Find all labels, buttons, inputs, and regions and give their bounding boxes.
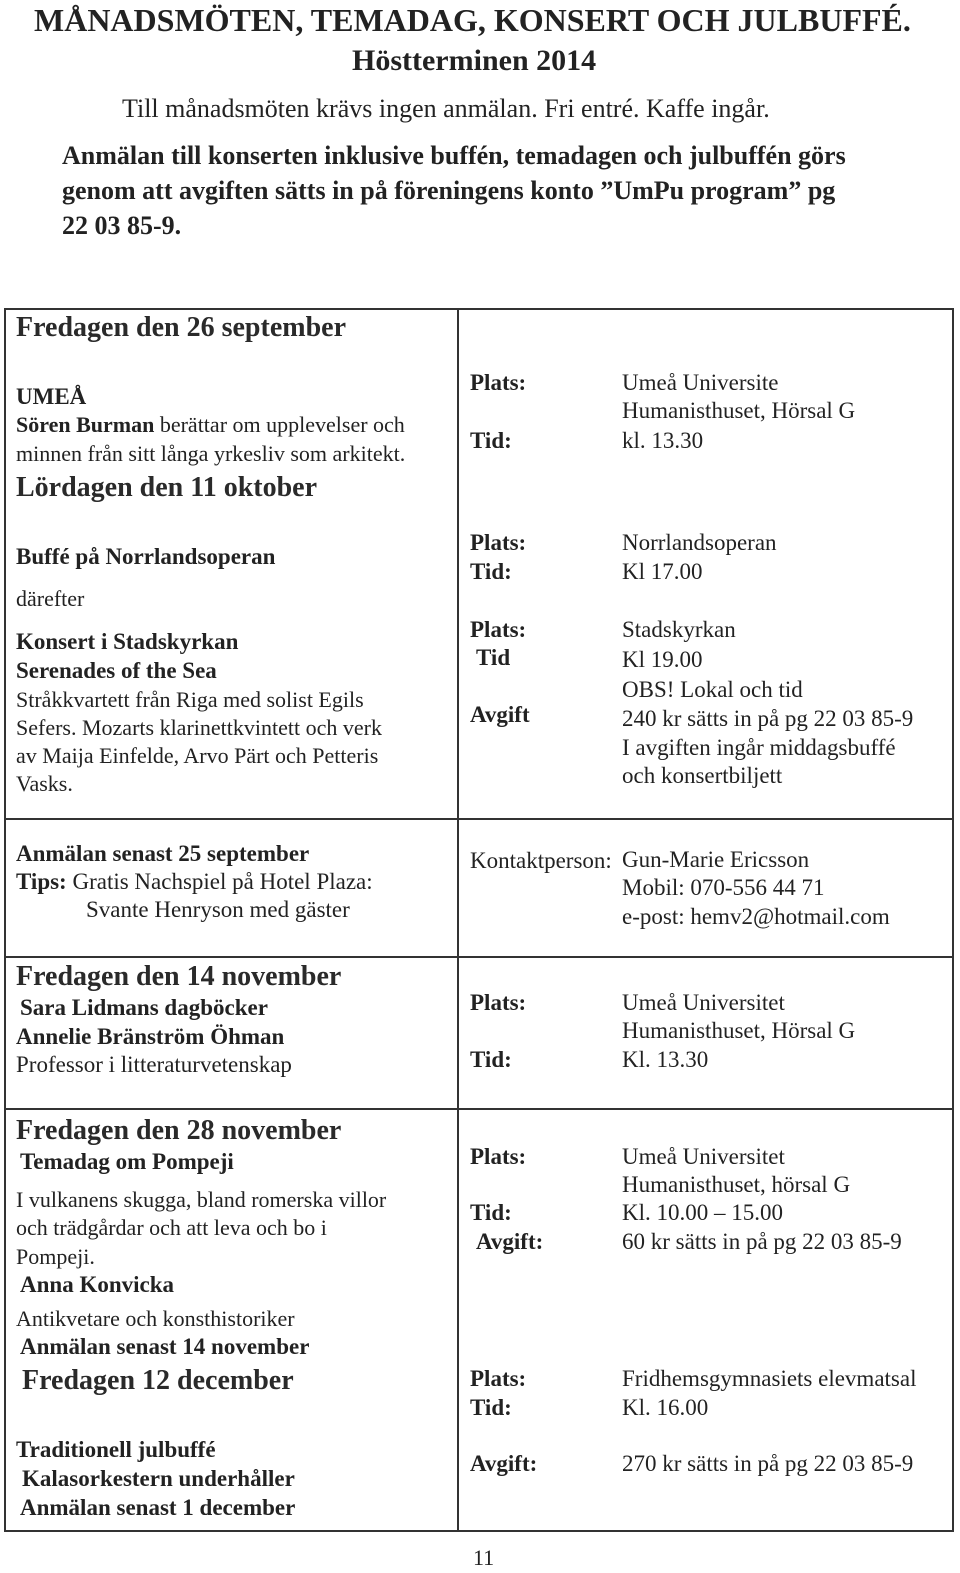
plats-label: Plats: <box>470 1144 527 1169</box>
info-text: Till månadsmöten krävs ingen anmälan. Fri entré. Kaffe ingår. <box>122 94 770 123</box>
event-place-title: UMEÅ <box>16 384 87 409</box>
tips-text: Gratis Nachspiel på Hotel Plaza: <box>72 869 373 894</box>
then-text: därefter <box>16 586 85 611</box>
speaker-role: Antikvetare och konsthistoriker <box>16 1306 295 1331</box>
event-desc-nov28-2: och trädgårdar och att leva och bo i <box>16 1215 327 1240</box>
deadline-dec1: Anmälan senast 1 december <box>20 1495 296 1520</box>
event-date-nov14: Fredagen den 14 november <box>16 961 342 992</box>
concert-desc-3: av Maija Einfelde, Arvo Pärt och Petteris <box>16 743 379 768</box>
table-border-right <box>952 308 954 1532</box>
avgift-value: 270 kr sätts in på pg 22 03 85-9 <box>622 1451 914 1476</box>
deadline-sep25: Anmälan senast 25 september <box>16 841 310 866</box>
obs-note: OBS! Lokal och tid <box>622 677 803 702</box>
registration-line-3: 22 03 85-9. <box>62 211 182 240</box>
plats-value-1: Umeå Universitet <box>622 1144 785 1169</box>
contact-name: Gun-Marie Ericsson <box>622 847 810 872</box>
buffet-title: Buffé på Norrlandsoperan <box>16 544 276 569</box>
deadline-nov14: Anmälan senast 14 november <box>20 1334 310 1359</box>
plats-label: Plats: <box>470 1366 527 1391</box>
tid-label: Tid <box>476 645 511 670</box>
table-column-divider <box>457 308 459 1532</box>
table-border-top <box>4 308 954 310</box>
avgift-label: Avgift <box>470 702 530 727</box>
plats-value-2: Humanisthuset, hörsal G <box>622 1172 851 1197</box>
avgift-note-2: och konsertbiljett <box>622 763 783 788</box>
tid-label: Tid: <box>470 1047 512 1072</box>
event-desc-nov28-1: I vulkanens skugga, bland romerska villor <box>16 1187 387 1212</box>
table-border-left <box>4 308 6 1532</box>
page-title: MÅNADSMÖTEN, TEMADAG, KONSERT OCH JULBUFFÉ. <box>34 2 911 38</box>
tid-value: Kl. 16.00 <box>622 1395 709 1420</box>
avgift-note-1: I avgiften ingår middagsbuffé <box>622 735 896 760</box>
contact-mobile: Mobil: 070-556 44 71 <box>622 875 825 900</box>
avgift-value: 240 kr sätts in på pg 22 03 85-9 <box>622 706 914 731</box>
event-desc-sep26-1 <box>16 412 405 438</box>
plats-value-2: Humanisthuset, Hörsal G <box>622 1018 856 1043</box>
plats-value-1: Umeå Universite <box>622 370 779 395</box>
row-divider-3 <box>4 1108 954 1110</box>
avgift-label: Avgift: <box>470 1451 538 1476</box>
concert-name: Serenades of the Sea <box>16 658 217 683</box>
avgift-label: Avgift: <box>476 1229 544 1254</box>
table-border-bottom <box>4 1530 954 1532</box>
speaker-role: Professor i litteraturvetenskap <box>16 1052 292 1077</box>
tid-label: Tid: <box>470 1395 512 1420</box>
tid-value: Kl. 10.00 – 15.00 <box>622 1200 783 1225</box>
tid-label: Tid: <box>470 428 512 453</box>
event-date-sep26: Fredagen den 26 september <box>16 312 346 343</box>
tid-value: kl. 13.30 <box>622 428 704 453</box>
concert-title: Konsert i Stadskyrkan <box>16 629 239 654</box>
event-date-oct11: Lördagen den 11 oktober <box>16 472 318 503</box>
speaker-name: Annelie Bränström Öhman <box>16 1024 285 1049</box>
event-title-nov14: Sara Lidmans dagböcker <box>20 995 268 1020</box>
concert-desc-2: Sefers. Mozarts klarinettkvintett och verk <box>16 715 382 740</box>
row-divider-1 <box>4 818 954 820</box>
tid-label: Tid: <box>470 559 512 584</box>
registration-line-2: genom att avgiften sätts in på föreningens konto ”UmPu program” pg <box>62 176 836 205</box>
plats-value: Stadskyrkan <box>622 617 736 642</box>
plats-value: Norrlandsoperan <box>622 530 777 555</box>
row-divider-2 <box>4 956 954 958</box>
plats-label: Plats: <box>470 617 527 642</box>
term-title: Höstterminen 2014 <box>352 44 597 77</box>
tips-label: Tips: <box>16 869 67 894</box>
contact-email: e-post: hemv2@hotmail.com <box>622 904 890 929</box>
registration-line-1: Anmälan till konserten inklusive buffén, temadagen och julbuffén görs <box>62 141 846 170</box>
avgift-value: 60 kr sätts in på pg 22 03 85-9 <box>622 1229 902 1254</box>
tid-value: Kl. 13.30 <box>622 1047 709 1072</box>
plats-value-2: Humanisthuset, Hörsal G <box>622 398 856 423</box>
contact-label: Kontaktperson: <box>470 848 612 873</box>
event-title-nov28: Temadag om Pompeji <box>20 1149 234 1174</box>
speaker-name: Sören Burman <box>16 412 155 437</box>
event-date-dec12: Fredagen 12 december <box>22 1365 294 1396</box>
plats-label: Plats: <box>470 530 527 555</box>
concert-desc-4: Vasks. <box>16 771 73 796</box>
tid-value: Kl 17.00 <box>622 559 703 584</box>
page-number: 11 <box>473 1545 495 1570</box>
tid-label: Tid: <box>470 1200 512 1225</box>
concert-desc-1: Stråkkvartett från Riga med solist Egils <box>16 687 364 712</box>
event-desc-nov28-3: Pompeji. <box>16 1244 95 1269</box>
event-title-dec12: Traditionell julbuffé <box>16 1437 216 1462</box>
plats-label: Plats: <box>470 990 527 1015</box>
plats-value: Fridhemsgymnasiets elevmatsal <box>622 1366 917 1391</box>
tips-line <box>16 869 373 895</box>
tid-value: Kl 19.00 <box>622 647 703 672</box>
event-desc-sep26-2: minnen från sitt långa yrkesliv som arkitekt. <box>16 441 406 466</box>
desc-text: berättar om upplevelser och <box>159 412 405 437</box>
plats-label: Plats: <box>470 370 527 395</box>
band-name: Kalasorkestern underhåller <box>22 1466 295 1491</box>
event-date-nov28: Fredagen den 28 november <box>16 1115 342 1146</box>
tips-text-2: Svante Henryson med gäster <box>86 897 350 922</box>
plats-value-1: Umeå Universitet <box>622 990 785 1015</box>
speaker-name: Anna Konvicka <box>20 1272 175 1297</box>
